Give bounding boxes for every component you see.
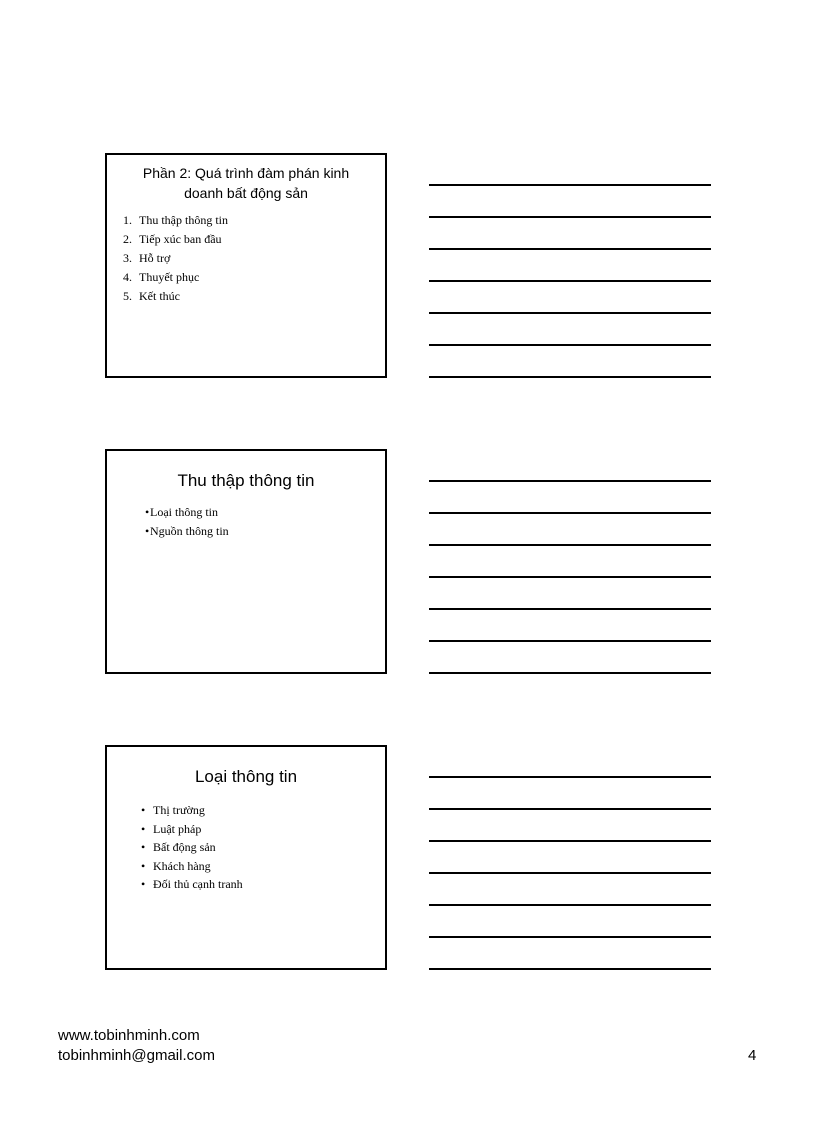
list-item: • Thị trường — [141, 801, 385, 820]
slide-1-title: Phần 2: Quá trình đàm phán kinh doanh bất động sản — [142, 165, 350, 201]
note-line — [429, 344, 711, 346]
note-line — [429, 312, 711, 314]
slide-2-title: Thu thập thông tin — [177, 471, 315, 490]
note-line — [429, 512, 711, 514]
note-line — [429, 968, 711, 970]
list-item: 3. Hỗ trợ — [123, 251, 171, 265]
list-item: 5. Kết thúc — [123, 289, 180, 303]
note-line — [429, 376, 711, 378]
bullet-icon: • — [141, 803, 146, 817]
list-item: • Khách hàng — [141, 857, 385, 876]
note-line — [429, 840, 711, 842]
page-number: 4 — [748, 1047, 757, 1064]
note-line — [429, 808, 711, 810]
slide-3 — [105, 745, 387, 970]
bullet-icon: • — [141, 821, 146, 836]
note-line — [429, 576, 711, 578]
list-item: 1. Thu thập thông tin — [123, 213, 228, 227]
slide-1 — [105, 153, 387, 378]
note-line — [429, 280, 711, 282]
bullet-icon: • — [141, 840, 146, 854]
footer-email[interactable]: tobinhminh@gmail.com — [58, 1047, 215, 1064]
slide-1-list — [107, 211, 385, 306]
slide-3-title: Loại thông tin — [194, 767, 298, 786]
slide-3-list — [107, 801, 385, 894]
note-line — [429, 904, 711, 906]
list-item: •Nguồn thông tin — [145, 522, 385, 541]
bullet-icon: • — [145, 505, 150, 519]
note-line — [429, 184, 711, 186]
note-line — [429, 480, 711, 482]
list-item: •Loại thông tin — [145, 503, 385, 522]
list-item: 4. Thuyết phục — [123, 270, 200, 284]
bullet-icon: • — [141, 877, 146, 891]
note-line — [429, 608, 711, 610]
note-line — [429, 544, 711, 546]
slide-2-list — [107, 503, 385, 540]
note-line — [429, 640, 711, 642]
note-line — [429, 672, 711, 674]
slide-2 — [105, 449, 387, 674]
list-item: 2. Tiếp xúc ban đầu — [123, 232, 222, 246]
note-line — [429, 776, 711, 778]
footer-website[interactable]: www.tobinhminh.com — [58, 1027, 200, 1044]
list-item: • Đối thủ cạnh tranh — [141, 875, 385, 894]
note-line — [429, 248, 711, 250]
list-item: • Bất động sản — [141, 838, 385, 857]
bullet-icon: • — [141, 858, 146, 873]
bullet-icon: • — [145, 523, 150, 538]
note-line — [429, 872, 711, 874]
list-item: • Luật pháp — [141, 820, 385, 839]
note-line — [429, 936, 711, 938]
note-line — [429, 216, 711, 218]
